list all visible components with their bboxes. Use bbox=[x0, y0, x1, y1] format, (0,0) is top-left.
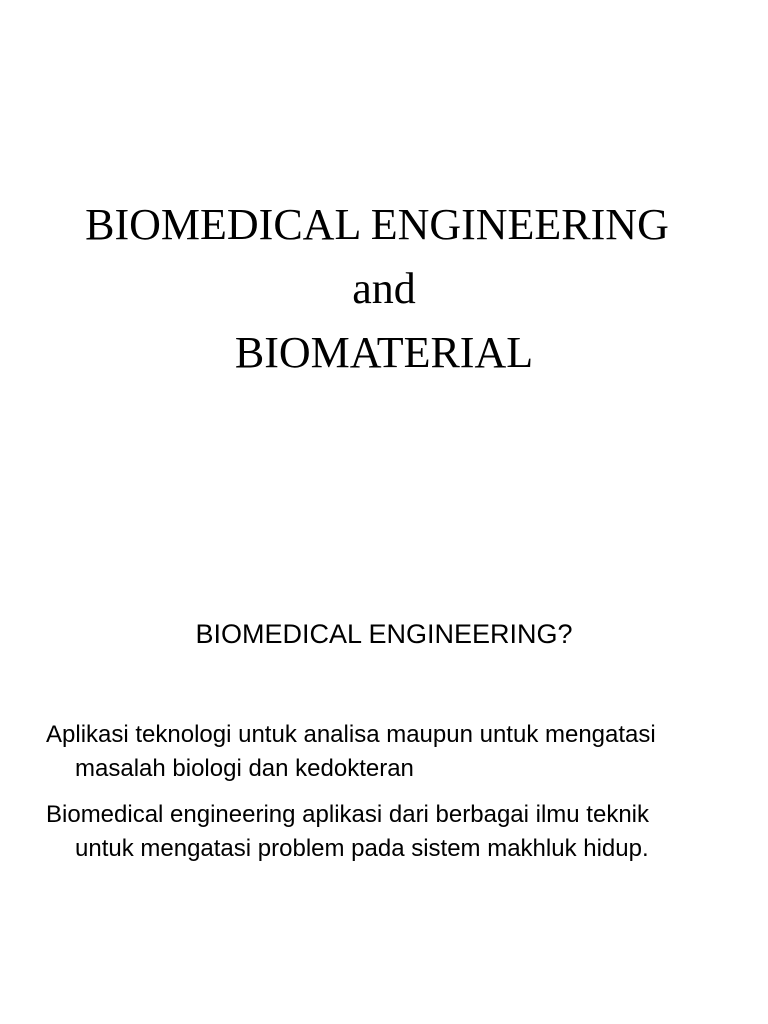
section-heading: BIOMEDICAL ENGINEERING? bbox=[195, 619, 573, 649]
title-line-2: and bbox=[352, 264, 416, 313]
bullet-list bbox=[46, 718, 736, 878]
bullet-item-2: Biomedical engineering aplikasi dari berbagai ilmu teknik untuk mengatasi problem pada sistem makhluk hidup. bbox=[46, 801, 649, 862]
title-line-3: BIOMATERIAL bbox=[234, 328, 534, 377]
title-line-1: BIOMEDICAL ENGINEERING bbox=[85, 200, 669, 249]
slide-title bbox=[0, 193, 768, 385]
bullet-item-1: Aplikasi teknologi untuk analisa maupun untuk mengatasi masalah biologi dan kedokteran bbox=[46, 721, 656, 782]
